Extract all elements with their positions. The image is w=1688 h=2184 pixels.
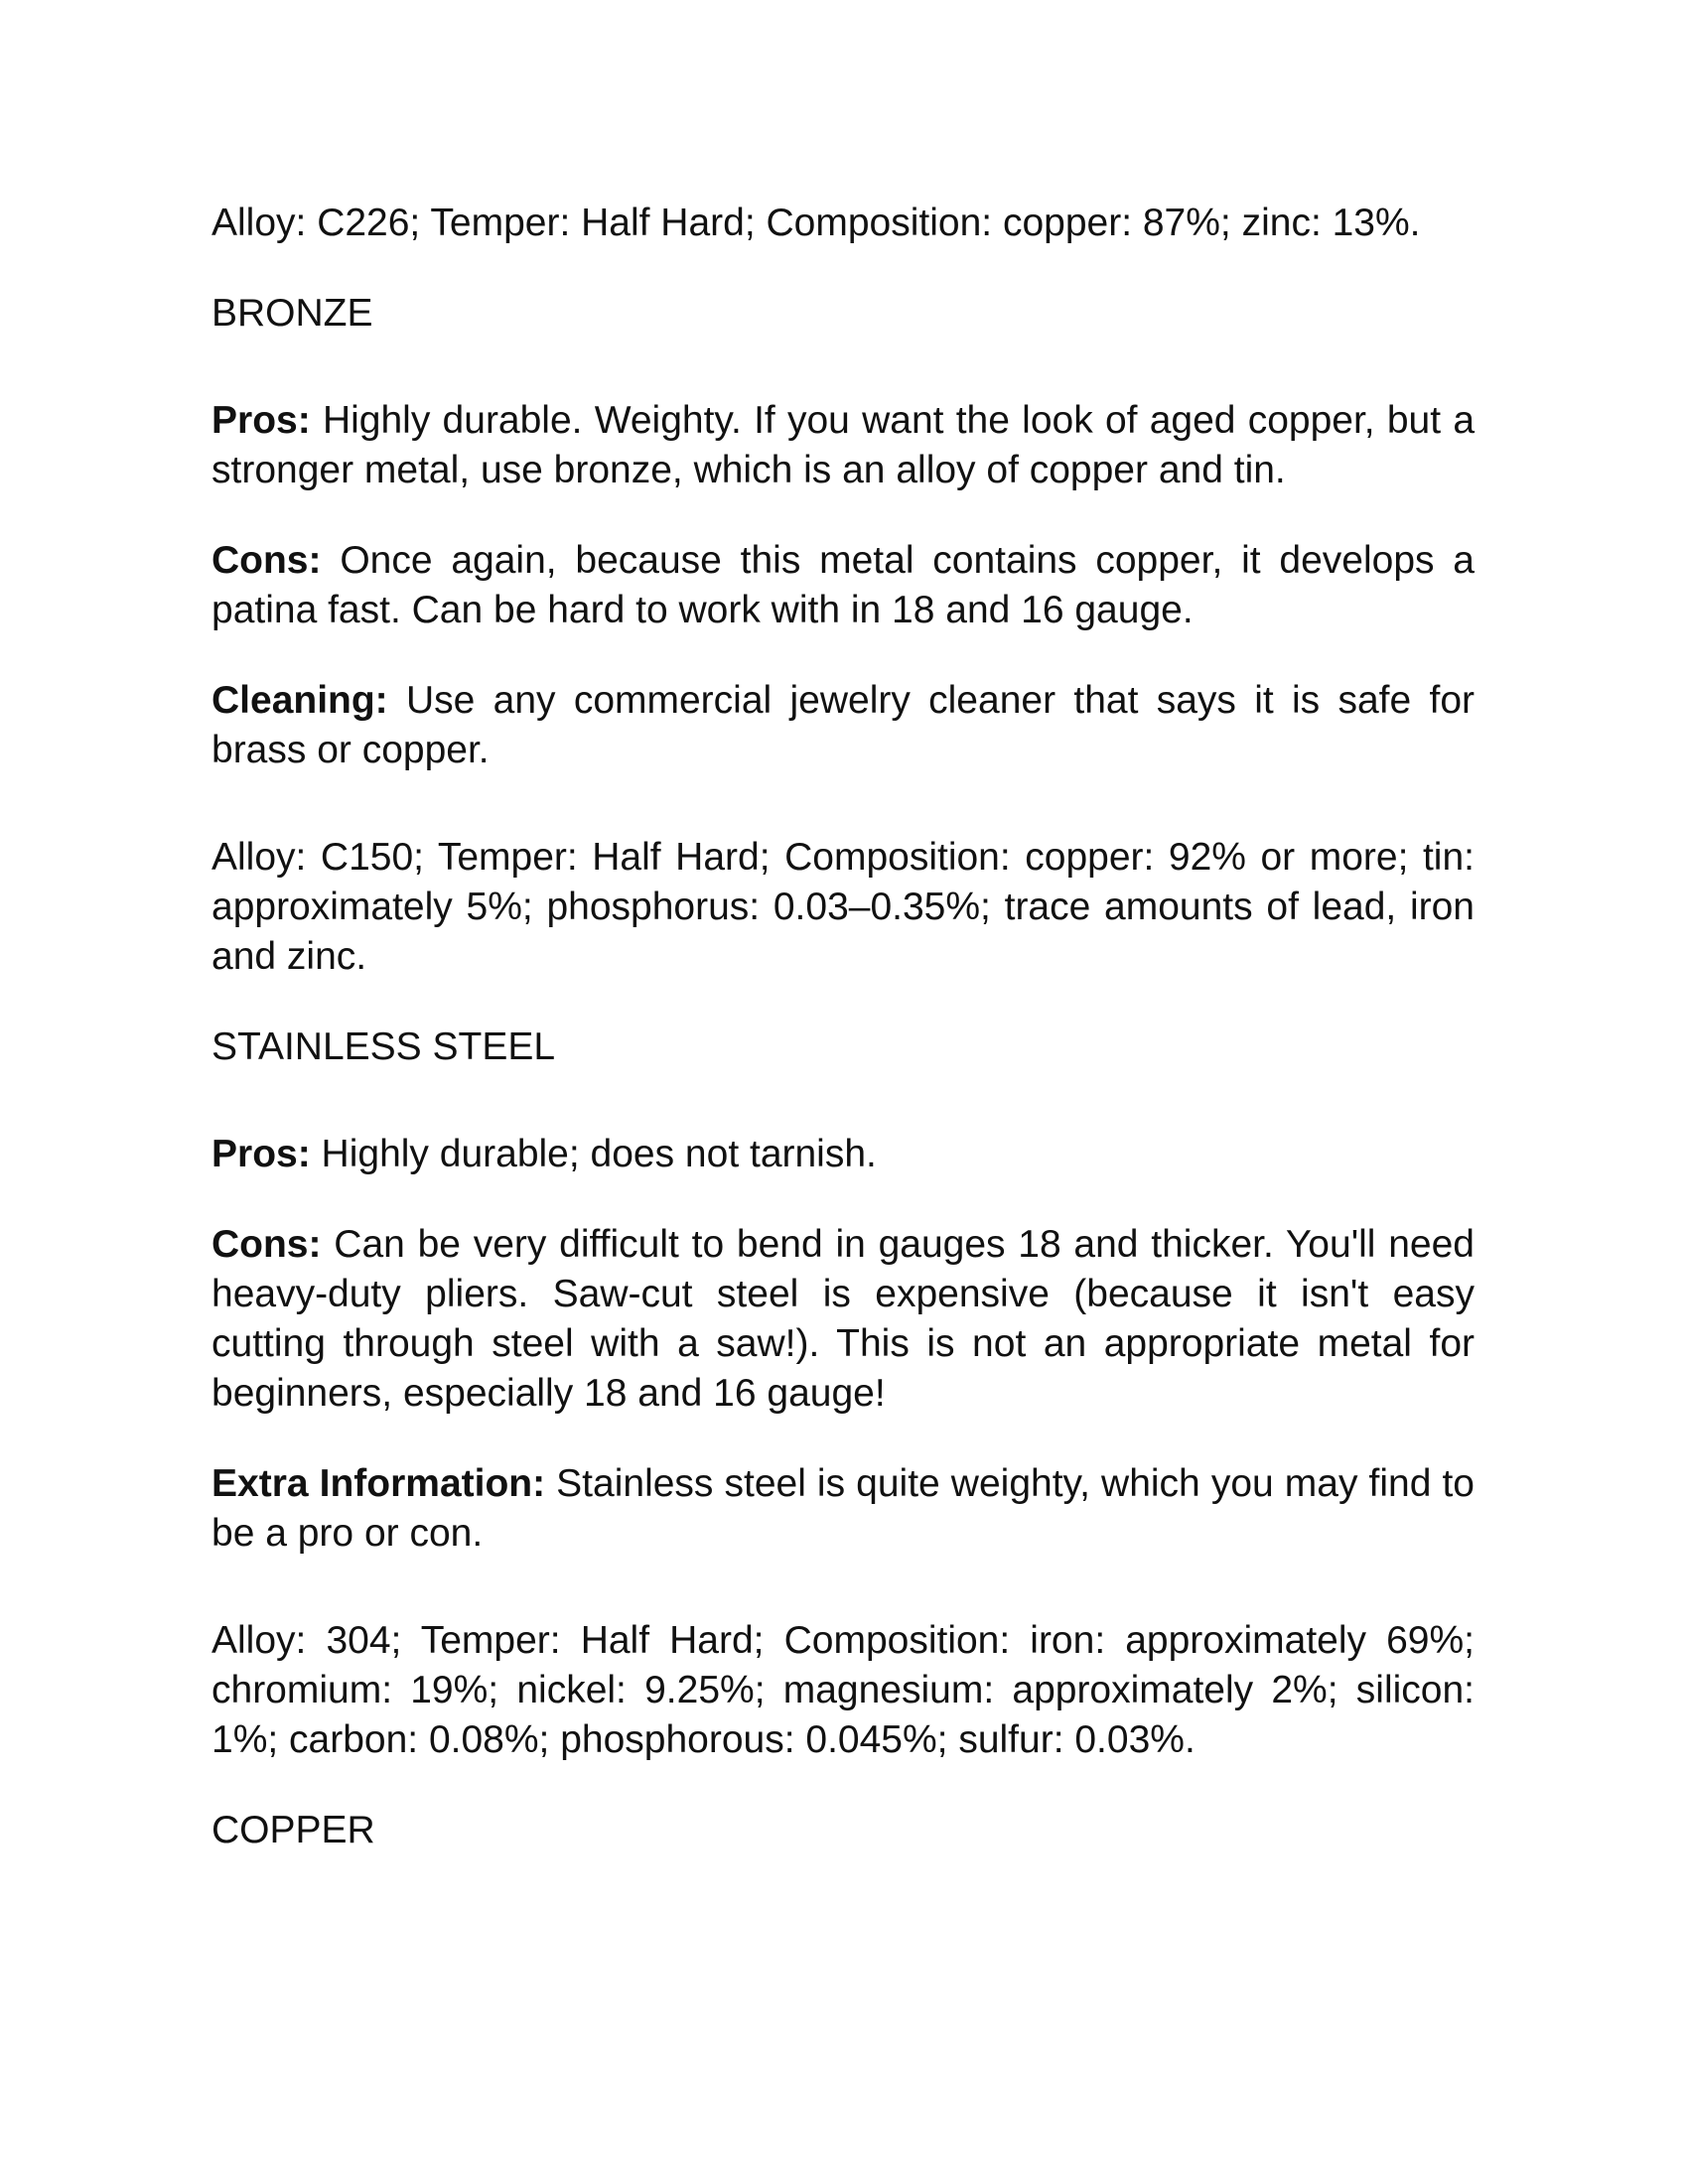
brass-alloy-spec: Alloy: C226; Temper: Half Hard; Composition: copper: 87%; zinc: 13%. <box>211 202 1421 244</box>
steel-cons-text: Can be very difficult to bend in gauges 18 and thicker. You'll need heavy-duty pliers. Saw-cut steel is expensive (because it isn't easy cutting through steel with a saw!). This is not an appropriate metal for beginners, especially 18 and 16 gauge! <box>211 1223 1475 1415</box>
bronze-cons-text: Once again, because this metal contains copper, it develops a patina fast. Can be hard to work with in 18 and 16 gauge. <box>211 539 1475 631</box>
steel-alloy-spec: Alloy: 304; Temper: Half Hard; Composition: iron: approximately 69%; chromium: 19%; nickel: 9.25%; magnesium: approximately 2%; silicon: 1%; carbon: 0.08%; phosphorous: 0.045%; sulfur: 0.03%. <box>211 1619 1475 1761</box>
pros-label: Pros: <box>211 399 311 442</box>
bronze-cleaning <box>211 676 1475 775</box>
steel-extra-information-text: Stainless steel is quite weighty, which you may find to be a pro or con. <box>211 1462 1475 1555</box>
steel-cons <box>211 1220 1475 1419</box>
extra-information-label: Extra Information: <box>211 1462 546 1505</box>
bronze-pros-text: Highly durable. Weighty. If you want the look of aged copper, but a stronger metal, use bronze, which is an alloy of copper and tin. <box>211 399 1476 491</box>
steel-extra-information <box>211 1459 1475 1559</box>
stainless-steel-heading: STAINLESS STEEL <box>211 1025 556 1068</box>
bronze-heading: BRONZE <box>211 292 373 335</box>
steel-pros-text: Highly durable; does not tarnish. <box>321 1133 877 1175</box>
cons-label: Cons: <box>211 1223 322 1266</box>
bronze-pros <box>211 396 1475 495</box>
cons-label: Cons: <box>211 539 322 582</box>
bronze-alloy-spec: Alloy: C150; Temper: Half Hard; Composition: copper: 92% or more; tin: approximately 5%; phosphorus: 0.03–0.35%; trace amounts of lead, iron and zinc. <box>211 836 1475 978</box>
bronze-cons <box>211 536 1475 635</box>
pros-label: Pros: <box>211 1133 311 1175</box>
cleaning-label: Cleaning: <box>211 679 388 722</box>
steel-pros <box>211 1130 1475 1179</box>
document-page <box>211 199 1475 1855</box>
copper-heading: COPPER <box>211 1809 375 1851</box>
bronze-cleaning-text: Use any commercial jewelry cleaner that says it is safe for brass or copper. <box>211 679 1475 771</box>
